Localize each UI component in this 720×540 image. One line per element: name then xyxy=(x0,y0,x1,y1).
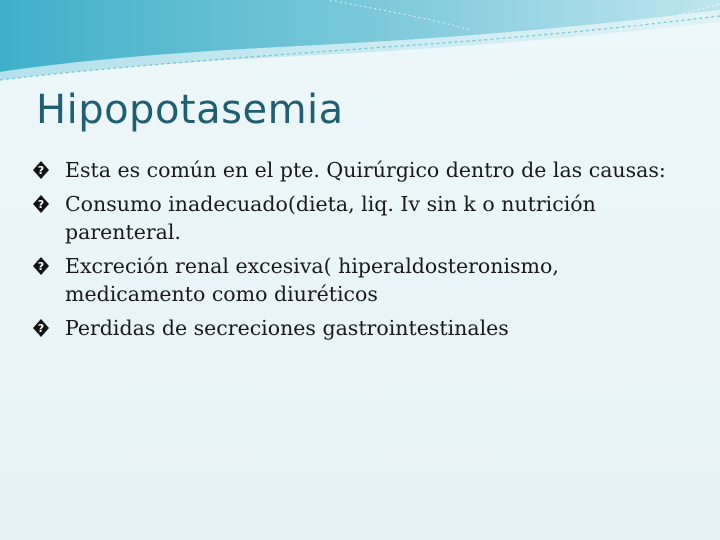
slide-title: Hipopotasemia xyxy=(36,87,344,133)
bullet-item xyxy=(30,314,680,342)
svg-text:?: ? xyxy=(37,322,45,335)
bullet-item xyxy=(30,156,680,184)
bullet-text: Consumo inadecuado(dieta, liq. Iv sin k o nutrición parenteral. xyxy=(65,192,596,244)
bullet-item xyxy=(30,190,680,246)
bullet-list xyxy=(30,156,680,348)
svg-text:?: ? xyxy=(37,164,45,177)
bullet-placeholder-icon xyxy=(32,318,50,338)
bullet-text: Excreción renal excesiva( hiperaldosteronismo, medicamento como diuréticos xyxy=(65,254,559,306)
svg-text:?: ? xyxy=(37,198,45,211)
bullet-item xyxy=(30,252,680,308)
bullet-placeholder-icon xyxy=(32,194,50,214)
bullet-placeholder-icon xyxy=(32,160,50,180)
svg-text:?: ? xyxy=(37,260,45,273)
header-wave-decoration xyxy=(0,0,720,90)
bullet-text: Esta es común en el pte. Quirúrgico dentro de las causas: xyxy=(65,158,666,182)
bullet-text: Perdidas de secreciones gastrointestinales xyxy=(65,316,509,340)
bullet-placeholder-icon xyxy=(32,256,50,276)
